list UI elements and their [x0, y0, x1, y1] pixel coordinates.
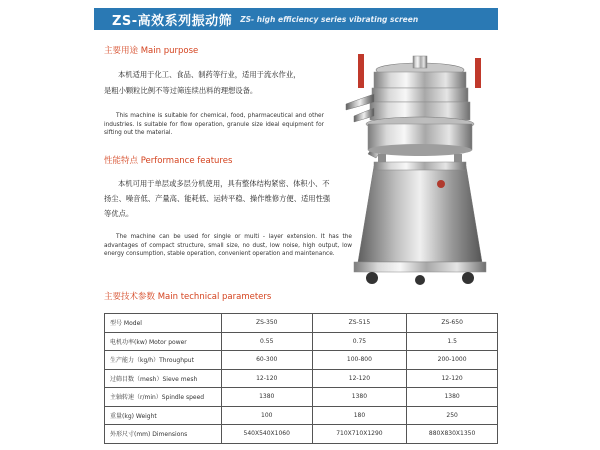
row-label: 型号 Model: [105, 314, 222, 333]
row-label: 电机功率(kw) Motor power: [105, 332, 222, 351]
table-cell: ZS-350: [221, 314, 312, 333]
page-title-zh: ZS-高效系列振动筛: [112, 13, 233, 29]
table-cell: ZS-650: [407, 314, 498, 333]
table-cell: 180: [312, 406, 407, 425]
table-row: [105, 425, 498, 444]
table-cell: 1380: [407, 388, 498, 407]
main-purpose-heading: 主要用途 Main purpose: [104, 46, 199, 56]
table-cell: 1380: [312, 388, 407, 407]
table-row: [105, 351, 498, 370]
table-cell: 0.75: [312, 332, 407, 351]
spec-table: [104, 313, 498, 444]
table-cell: 100: [221, 406, 312, 425]
table-cell: 710X710X1290: [312, 425, 407, 444]
table-cell: 200-1000: [407, 351, 498, 370]
table-cell: 12-120: [221, 369, 312, 388]
table-row: [105, 388, 498, 407]
table-cell: 880X830X1350: [407, 425, 498, 444]
table-cell: 1380: [221, 388, 312, 407]
table-cell: 12-120: [407, 369, 498, 388]
main-purpose-en-text: This machine is suitable for chemical, food, pharmaceutical and other industries. Is suitable for flow operation, granule size ideal equipment for sifting out the material.: [104, 113, 324, 137]
title-banner: [94, 8, 498, 30]
table-cell: 12-120: [312, 369, 407, 388]
row-label: 重量(kg) Weight: [105, 406, 222, 425]
table-cell: ZS-515: [312, 314, 407, 333]
performance-heading: 性能特点 Performance features: [104, 156, 233, 166]
performance-en-text: The machine can be used for single or multi - layer extension. It has the advantages of compact structure, small size, no dust, low noise, high output, low energy consumption, stable operation, convenient operation and maintenance.: [104, 234, 352, 258]
table-row: [105, 332, 498, 351]
table-row: [105, 369, 498, 388]
table-row: [105, 314, 498, 333]
table-cell: 540X540X1060: [221, 425, 312, 444]
main-purpose-zh-line1: 本机适用于化工、食品、制药等行业，适用于流水作业，: [118, 70, 301, 79]
main-purpose-zh-line2: 是粗小颗粒比例不等过筛连续出料的理想设备。: [104, 86, 258, 95]
row-label: 主轴转速（r/min）Spindle speed: [105, 388, 222, 407]
table-cell: 250: [407, 406, 498, 425]
performance-zh-text: 本机可用于单层或多层分机使用，具有整体结构紧密、体积小、不扬尘、噪音低、产量高、能耗低、运转平稳、操作维修方便、适用性强等优点。: [104, 179, 331, 218]
table-cell: 60-300: [221, 351, 312, 370]
row-label: 外形尺寸(mm) Dimensions: [105, 425, 222, 444]
table-row: [105, 406, 498, 425]
vibrating-screen-image: [338, 42, 500, 290]
page-title-en: ZS- high efficiency series vibrating screen: [240, 14, 419, 24]
table-cell: 1.5: [407, 332, 498, 351]
table-cell: 0.55: [221, 332, 312, 351]
row-label: 过筛目数（mesh）Sieve mesh: [105, 369, 222, 388]
table-cell: 100-800: [312, 351, 407, 370]
row-label: 生产能力（kg/h）Throughput: [105, 351, 222, 370]
technical-heading: 主要技术参数 Main technical parameters: [104, 292, 272, 302]
